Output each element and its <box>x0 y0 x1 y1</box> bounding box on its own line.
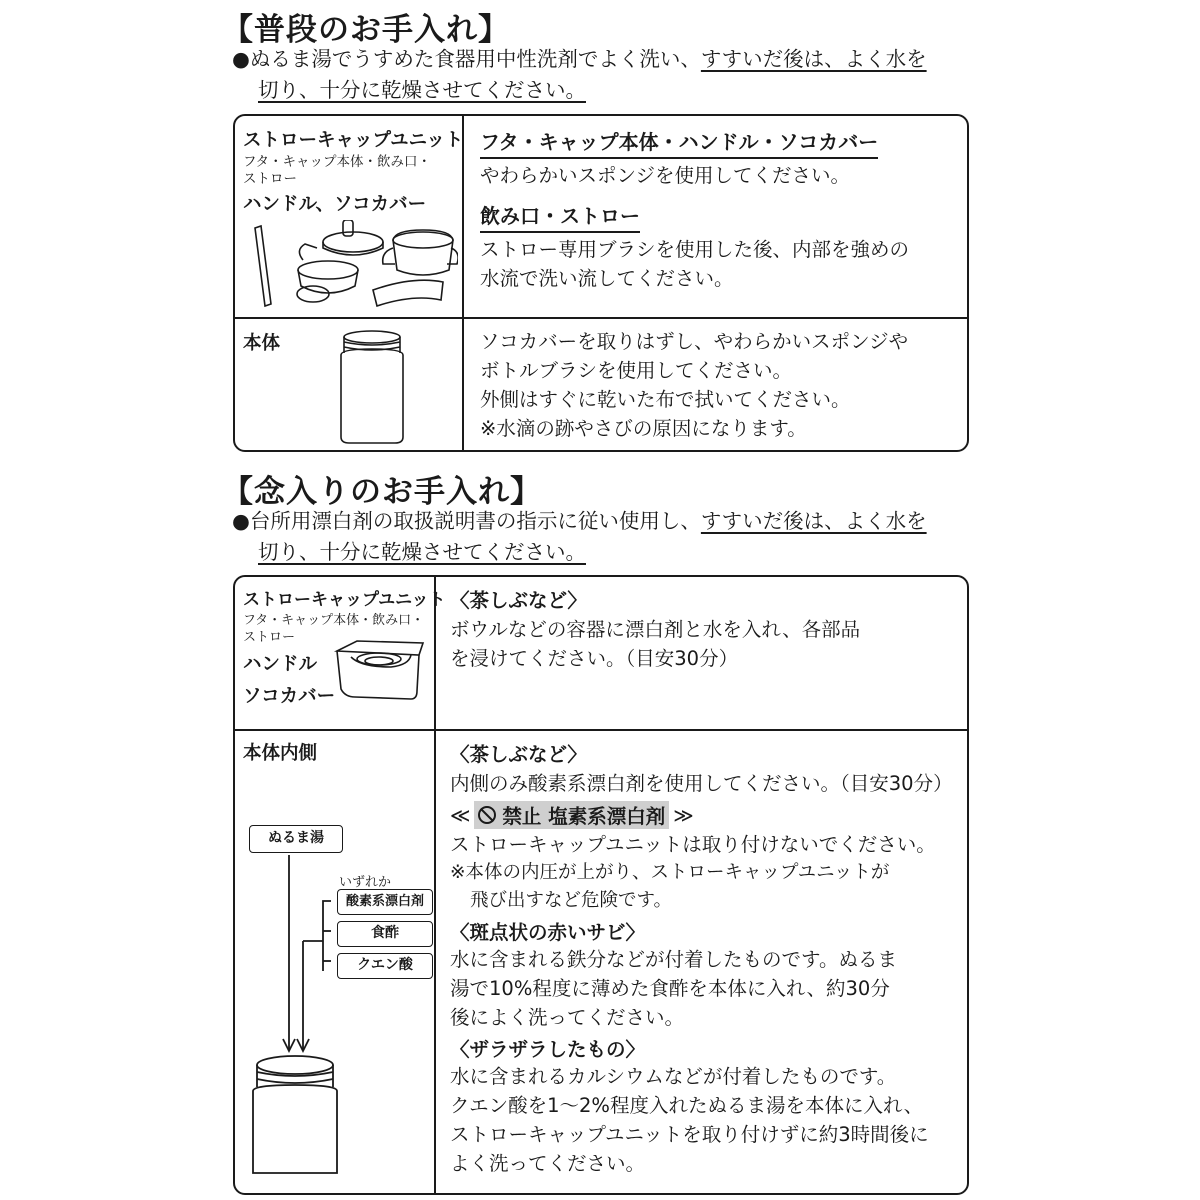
deep-row2-content-cell <box>450 739 959 1195</box>
text-bottle-brush: ボトルブラシを使用してください。 <box>480 359 793 382</box>
parts-illustration-icon <box>243 220 458 312</box>
deep-row1-content-cell <box>450 585 959 729</box>
text-soak-time: を浸けてください。（目安30分） <box>450 647 739 670</box>
label-parts-list-2: ストロー <box>243 630 296 645</box>
heading-rough-deposits: 〈ザラザラしたもの〉 <box>450 1038 646 1061</box>
heading-tea-stain: 〈茶しぶなど〉 <box>450 743 587 766</box>
daily-row-body <box>235 319 967 452</box>
deep-row-straw-cap <box>235 577 967 729</box>
deep-row-body-inside <box>235 731 967 1195</box>
deep-care-table <box>233 575 969 1195</box>
subheading-mouthpiece-straw: 飲み口・ストロー <box>480 200 640 233</box>
bottle-fill-diagram-icon <box>243 851 433 1181</box>
soaking-bowl-icon <box>331 637 427 707</box>
text-citric-acid: クエン酸を1～2%程度入れたぬるま湯を本体に入れ、 <box>450 1094 924 1117</box>
daily-care-intro: ●ぬるま湯でうすめた食器用中性洗剤でよく洗い、すすいだ後は、よく水を 切り、十分に乾燥させてください。 <box>232 47 927 102</box>
warning-chlorine-bleach: ≪ 禁止 塩素系漂白剤 ≫ <box>450 800 959 830</box>
text-wipe-outside: 外側はすぐに乾いた布で拭いてください。 <box>480 388 851 411</box>
label-handle-cover: ハンドル、ソコカバー <box>243 194 427 215</box>
label-either: いずれか <box>339 875 392 890</box>
heading-tea-stain: 〈茶しぶなど〉 <box>450 589 587 612</box>
prohibited-icon <box>478 806 496 824</box>
text-iron: 水に含まれる鉄分などが付着したものです。ぬるま <box>450 948 897 971</box>
note-pressure: ※本体の内圧が上がり、ストローキャップユニットが <box>450 862 890 883</box>
label-bottom-cover: ソコカバー <box>243 686 336 707</box>
text-wash-well: よく洗ってください。 <box>450 1152 646 1175</box>
text-rinse: 水流で洗い流してください。 <box>480 267 734 290</box>
text-soak-parts: ボウルなどの容器に漂白剤と水を入れ、各部品 <box>450 618 861 641</box>
tag-oxygen-bleach: 酸素系漂白剤 <box>337 889 433 915</box>
text-oxygen-bleach-only: 内側のみ酸素系漂白剤を使用してください。（目安30分） <box>450 772 953 795</box>
text-rust-note: ※水滴の跡やさびの原因になります。 <box>480 417 807 440</box>
text-three-hours: ストローキャップユニットを取り付けずに約3時間後に <box>450 1123 929 1146</box>
daily-care-table <box>233 114 969 452</box>
text-wash-after: 後によく洗ってください。 <box>450 1006 685 1029</box>
bottle-illustration-icon <box>337 327 407 445</box>
daily-row2-label-cell <box>243 319 461 452</box>
text-straw-brush: ストロー専用ブラシを使用した後、内部を強めの <box>480 238 910 261</box>
daily-row2-content-cell <box>480 327 959 452</box>
deep-row2-label-cell <box>243 731 433 1195</box>
text-remove-cover: ソコカバーを取りはずし、やわらかいスポンジや <box>480 330 909 353</box>
label-straw-cap-unit: ストローキャップユニット <box>243 130 464 151</box>
tag-vinegar: 食酢 <box>337 921 433 947</box>
text-sponge: やわらかいスポンジを使用してください。 <box>480 164 851 187</box>
daily-row-straw-cap <box>235 116 967 317</box>
text-do-not-attach: ストローキャップユニットは取り付けないでください。 <box>450 833 936 856</box>
heading-red-rust-spots: 〈斑点状の赤いサビ〉 <box>450 921 646 944</box>
tag-citric-acid: クエン酸 <box>337 953 433 979</box>
text-calcium: 水に含まれるカルシウムなどが付着したものです。 <box>450 1065 897 1088</box>
label-straw-cap-unit: ストローキャップユニット <box>243 590 446 610</box>
subheading-lid-body: フタ・キャップ本体・ハンドル・ソコカバー <box>480 126 878 159</box>
text-vinegar: 湯で10%程度に薄めた食酢を本体に入れ、約30分 <box>450 977 890 1000</box>
deep-care-title: 【念入りのお手入れ】 <box>222 474 542 510</box>
label-handle: ハンドル <box>243 654 318 675</box>
deep-care-intro: ●台所用漂白剤の取扱説明書の指示に従い使用し、すすいだ後は、よく水を 切り、十分に乾燥させてください。 <box>232 509 927 564</box>
note-pressure-2: 飛び出すなど危険です。 <box>470 890 673 911</box>
tag-lukewarm-water: ぬるま湯 <box>249 825 343 853</box>
label-parts-list: フタ・キャップ本体・飲み口・ <box>243 154 432 170</box>
deep-row1-label-cell <box>243 577 446 729</box>
label-body-inside: 本体内側 <box>243 743 318 764</box>
label-parts-list-2: ストロー <box>243 171 297 187</box>
label-parts-list: フタ・キャップ本体・飲み口・ <box>243 613 425 628</box>
daily-care-title: 【普段のお手入れ】 <box>222 12 510 48</box>
label-body: 本体 <box>243 333 281 354</box>
daily-row1-label-cell <box>243 116 464 317</box>
daily-row1-content-cell <box>480 116 959 317</box>
